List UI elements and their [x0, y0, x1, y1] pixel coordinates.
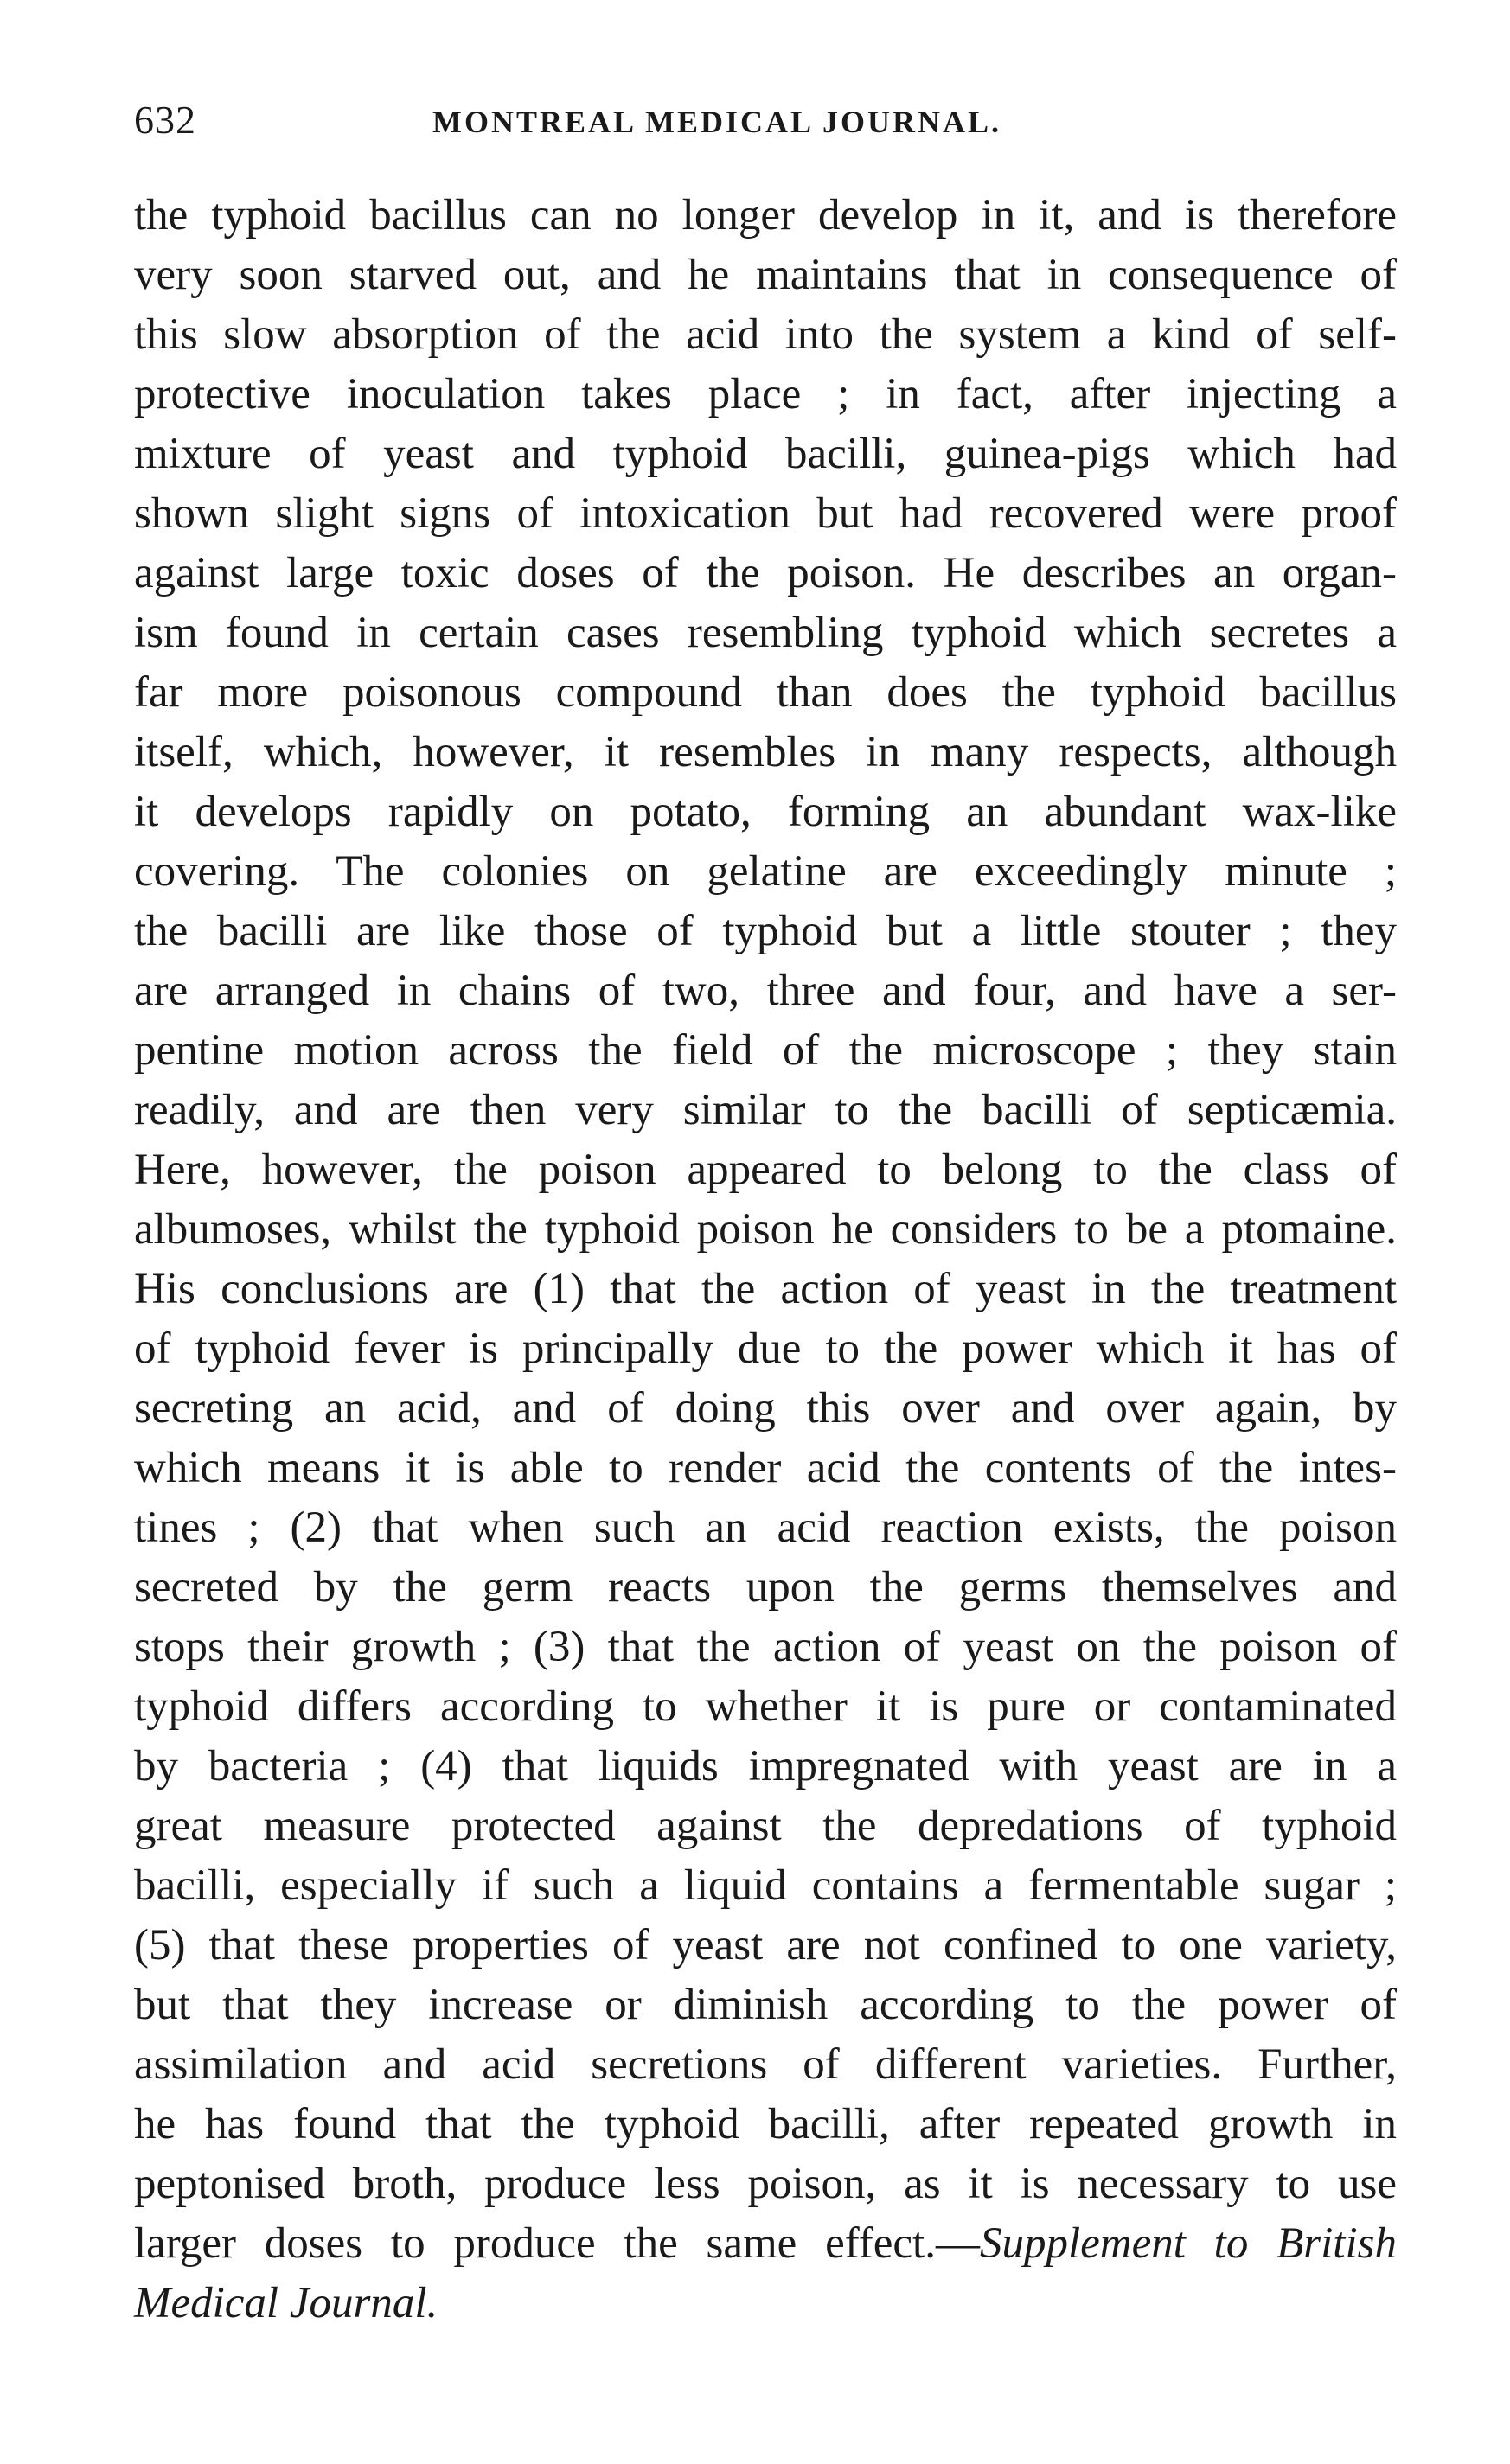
text-line: are arranged in chains of two, three and four, and have a ser- — [134, 967, 1397, 1015]
text-line: the typhoid bacillus can no longer develop in it, and is therefore — [134, 191, 1397, 239]
text-line: against large toxic doses of the poison. He describes an organ- — [134, 549, 1397, 597]
text-line: pentine motion across the field of the microscope ; they stain — [134, 1026, 1397, 1075]
text-line: covering. The colonies on gelatine are exceedingly minute ; — [134, 847, 1397, 896]
text-line: great measure protected against the depredations of typhoid — [134, 1802, 1397, 1850]
page-number: 632 — [134, 98, 196, 142]
text-line-fragment: larger doses to produce the same effect.— — [134, 2219, 980, 2268]
source-citation-continued: Medical Journal. — [134, 2279, 438, 2327]
text-line: far more poisonous compound than does the typhoid bacillus — [134, 668, 1397, 717]
text-line: of typhoid fever is principally due to the power which it has of — [134, 1325, 1397, 1373]
text-line: Here, however, the poison appeared to belong to the class of — [134, 1146, 1397, 1194]
journal-title: MONTREAL MEDICAL JOURNAL. — [432, 105, 1002, 139]
text-line: it develops rapidly on potato, forming an abundant wax-like — [134, 788, 1397, 836]
text-line: peptonised broth, produce less poison, as it is necessary to use — [134, 2160, 1397, 2208]
text-line: albumoses, whilst the typhoid poison he considers to be a ptomaine. — [134, 1205, 1397, 1254]
text-line: very soon starved out, and he maintains that in consequence of — [134, 251, 1397, 299]
text-line: assimilation and acid secretions of different varieties. Further, — [134, 2040, 1397, 2089]
text-line: he has found that the typhoid bacilli, after repeated growth in — [134, 2100, 1397, 2148]
text-line: typhoid differs according to whether it is pure or contaminated — [134, 1682, 1397, 1731]
citation-line — [134, 2214, 1397, 2274]
text-line: by bacteria ; (4) that liquids impregnated with yeast are in a — [134, 1742, 1397, 1791]
text-line: protective inoculation takes place ; in fact, after injecting a — [134, 370, 1397, 418]
running-head — [134, 97, 1397, 149]
text-line: tines ; (2) that when such an acid reaction exists, the poison — [134, 1503, 1397, 1552]
article-body — [134, 186, 1397, 2333]
text-line: readily, and are then very similar to the bacilli of septicæmia. — [134, 1086, 1397, 1134]
text-line: (5) that these properties of yeast are not confined to one variety, — [134, 1921, 1397, 1969]
text-line: mixture of yeast and typhoid bacilli, guinea-pigs which had — [134, 430, 1397, 478]
text-line: which means it is able to render acid the contents of the intes- — [134, 1444, 1397, 1492]
text-line: secreted by the germ reacts upon the germs themselves and — [134, 1563, 1397, 1612]
text-line: stops their growth ; (3) that the action of yeast on the poison of — [134, 1623, 1397, 1671]
text-line: ism found in certain cases resembling typhoid which secretes a — [134, 609, 1397, 657]
text-line: secreting an acid, and of doing this over and over again, by — [134, 1384, 1397, 1433]
text-line: itself, which, however, it resembles in many respects, although — [134, 728, 1397, 776]
text-line: this slow absorption of the acid into the system a kind of self- — [134, 310, 1397, 359]
source-citation: Supplement to British — [979, 2219, 1397, 2268]
text-line: shown slight signs of intoxication but had recovered were proof — [134, 489, 1397, 538]
text-line: bacilli, especially if such a liquid contains a fermentable sugar ; — [134, 1861, 1397, 1910]
text-line: the bacilli are like those of typhoid but a little stouter ; they — [134, 907, 1397, 955]
text-line: His conclusions are (1) that the action of yeast in the treatment — [134, 1265, 1397, 1313]
text-line: but that they increase or diminish according to the power of — [134, 1981, 1397, 2029]
